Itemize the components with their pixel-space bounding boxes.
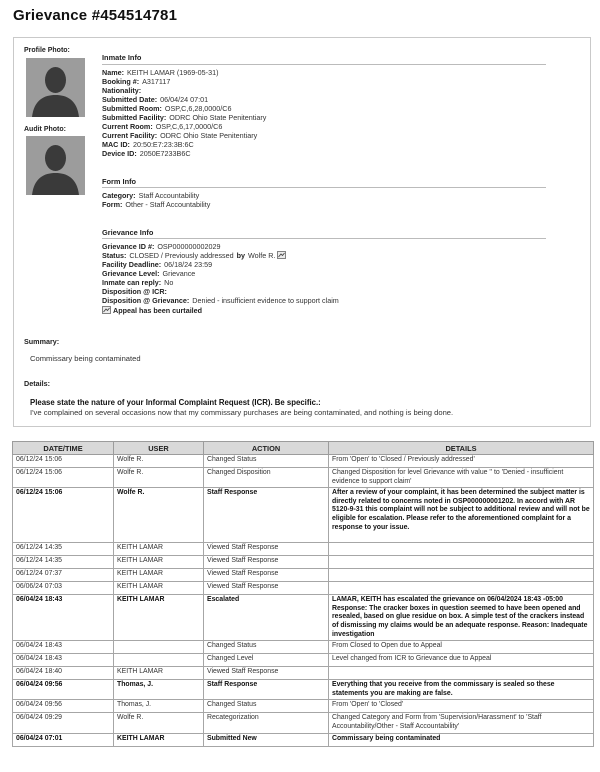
cell-action: Viewed Staff Response bbox=[204, 569, 329, 582]
cell-user: Wolfe R. bbox=[114, 488, 204, 543]
activity-log-body bbox=[13, 455, 594, 747]
message-icon[interactable] bbox=[277, 251, 286, 259]
table-header-row bbox=[13, 442, 594, 455]
submitted-facility: Submitted Facility: ODRC Ohio State Penitentiary bbox=[102, 113, 267, 122]
cell-details: Changed Disposition for level Grievance with value '' to 'Denied - insufficient evidence to support claim' bbox=[329, 468, 594, 488]
cell-details: From 'Open' to 'Closed' bbox=[329, 700, 594, 713]
current-room: Current Room: OSP,C,6,17,0000/C6 bbox=[102, 122, 223, 131]
cell-user: KEITH LAMAR bbox=[114, 556, 204, 569]
cell-date: 06/12/24 15:06 bbox=[13, 468, 114, 488]
cell-date: 06/12/24 15:06 bbox=[13, 455, 114, 468]
cell-details: Commissary being contaminated bbox=[329, 733, 594, 746]
cell-date: 06/04/24 09:56 bbox=[13, 680, 114, 700]
column-header-date: DATE/TIME bbox=[13, 442, 114, 455]
table-row bbox=[13, 641, 594, 654]
cell-action: Escalated bbox=[204, 595, 329, 641]
table-row bbox=[13, 595, 594, 641]
mac-id: MAC ID: 20:50:E7:23:3B:6C bbox=[102, 140, 194, 149]
cell-date: 06/04/24 18:40 bbox=[13, 667, 114, 680]
grievance-level: Grievance Level: Grievance bbox=[102, 269, 196, 278]
table-row bbox=[13, 680, 594, 700]
table-row bbox=[13, 455, 594, 468]
cell-date: 06/04/24 18:43 bbox=[13, 595, 114, 641]
table-row bbox=[13, 488, 594, 543]
grievance-info-title: Grievance Info bbox=[102, 228, 154, 237]
cell-user: Thomas, J. bbox=[114, 700, 204, 713]
cell-user: KEITH LAMAR bbox=[114, 569, 204, 582]
cell-action: Viewed Staff Response bbox=[204, 667, 329, 680]
cell-action: Changed Status bbox=[204, 455, 329, 468]
table-row bbox=[13, 468, 594, 488]
cell-user: KEITH LAMAR bbox=[114, 543, 204, 556]
table-row bbox=[13, 654, 594, 667]
section-divider bbox=[102, 187, 546, 188]
section-divider bbox=[102, 238, 546, 239]
profile-photo bbox=[26, 58, 85, 117]
facility-deadline: Facility Deadline: 06/18/24 23:59 bbox=[102, 260, 213, 269]
disposition-icr: Disposition @ ICR: bbox=[102, 287, 167, 296]
grievance-status: Status: CLOSED / Previously addressed by Wolfe R. bbox=[102, 251, 286, 260]
cell-details: LAMAR, KEITH has escalated the grievance on 06/04/2024 18:43 -05:00 Response: The cracker boxes in question seemed to have been opened and resealed, based on glue residue on box. A simple test of the crackers instead of dismissing my claims would be an adequate response. Reason: Inadequate investigation bbox=[329, 595, 594, 641]
cell-user: Wolfe R. bbox=[114, 455, 204, 468]
cell-details: From 'Open' to 'Closed / Previously addressed' bbox=[329, 455, 594, 468]
table-row bbox=[13, 667, 594, 680]
cell-date: 06/04/24 18:43 bbox=[13, 654, 114, 667]
details-question: Please state the nature of your Informal Complaint Request (ICR). Be specific.: bbox=[30, 398, 321, 407]
cell-details: From Closed to Open due to Appeal bbox=[329, 641, 594, 654]
cell-details: Changed Category and Form from 'Supervision/Harassment' to 'Staff Accountability/Other - Staff Accountability' bbox=[329, 713, 594, 733]
table-row bbox=[13, 569, 594, 582]
appeal-note: Appeal has been curtailed bbox=[102, 306, 202, 315]
cell-details bbox=[329, 667, 594, 680]
cell-date: 06/12/24 15:06 bbox=[13, 488, 114, 543]
cell-action: Changed Disposition bbox=[204, 468, 329, 488]
disposition-grievance: Disposition @ Grievance: Denied - insufficient evidence to support claim bbox=[102, 296, 339, 305]
cell-action: Changed Status bbox=[204, 700, 329, 713]
details-label: Details: bbox=[24, 379, 50, 388]
message-icon[interactable] bbox=[102, 306, 111, 314]
audit-photo-label: Audit Photo: bbox=[24, 126, 66, 133]
cell-date: 06/12/24 07:37 bbox=[13, 569, 114, 582]
cell-details bbox=[329, 543, 594, 556]
table-row bbox=[13, 713, 594, 733]
cell-action: Staff Response bbox=[204, 680, 329, 700]
table-row bbox=[13, 582, 594, 595]
cell-action: Changed Status bbox=[204, 641, 329, 654]
column-header-details: DETAILS bbox=[329, 442, 594, 455]
summary-text: Commissary being contaminated bbox=[30, 354, 141, 363]
activity-log-table bbox=[12, 441, 594, 747]
submitted-date: Submitted Date: 06/04/24 07:01 bbox=[102, 95, 209, 104]
booking-number: Booking #: A317117 bbox=[102, 77, 171, 86]
cell-details: Everything that you receive from the commissary is sealed so these statements you are making are false. bbox=[329, 680, 594, 700]
person-silhouette-icon bbox=[26, 58, 85, 117]
summary-label: Summary: bbox=[24, 337, 60, 346]
inmate-info-title: Inmate Info bbox=[102, 53, 142, 62]
cell-details bbox=[329, 556, 594, 569]
table-row bbox=[13, 700, 594, 713]
cell-user bbox=[114, 654, 204, 667]
nationality: Nationality: bbox=[102, 86, 142, 95]
cell-details: After a review of your complaint, it has been determined the subject matter is directly related to concerns noted in OSP000000001202. In accord with AR 5120-9-31 this complaint will not be subject to additional review and will not be eligible for escalation. Please refer to the aforementioned complaint for a response to your issue. bbox=[329, 488, 594, 543]
table-row bbox=[13, 556, 594, 569]
cell-action: Changed Level bbox=[204, 654, 329, 667]
cell-user: Thomas, J. bbox=[114, 680, 204, 700]
cell-action: Viewed Staff Response bbox=[204, 556, 329, 569]
form-name: Form: Other - Staff Accountability bbox=[102, 200, 211, 209]
cell-details bbox=[329, 569, 594, 582]
cell-user: KEITH LAMAR bbox=[114, 595, 204, 641]
cell-date: 06/06/24 07:03 bbox=[13, 582, 114, 595]
cell-action: Recategorization bbox=[204, 713, 329, 733]
column-header-user: USER bbox=[114, 442, 204, 455]
table-row bbox=[13, 543, 594, 556]
current-facility: Current Facility: ODRC Ohio State Penitentiary bbox=[102, 131, 258, 140]
cell-user: Wolfe R. bbox=[114, 713, 204, 733]
inmate-can-reply: Inmate can reply: No bbox=[102, 278, 174, 287]
table-row bbox=[13, 733, 594, 746]
details-answer: I've complained on several occasions now that my commissary purchases are being contaminated, and nothing is being done. bbox=[30, 408, 454, 417]
section-divider bbox=[102, 64, 546, 65]
page-title: Grievance #454514781 bbox=[13, 7, 178, 24]
submitted-room: Submitted Room: OSP,C,6,28,0000/C6 bbox=[102, 104, 232, 113]
cell-action: Viewed Staff Response bbox=[204, 582, 329, 595]
cell-user: KEITH LAMAR bbox=[114, 733, 204, 746]
cell-date: 06/04/24 18:43 bbox=[13, 641, 114, 654]
form-info-title: Form Info bbox=[102, 177, 137, 186]
cell-date: 06/04/24 07:01 bbox=[13, 733, 114, 746]
cell-user: KEITH LAMAR bbox=[114, 582, 204, 595]
grievance-panel bbox=[13, 37, 591, 427]
inmate-name: Name: KEITH LAMAR (1969-05-31) bbox=[102, 68, 219, 77]
cell-user: Wolfe R. bbox=[114, 468, 204, 488]
grievance-id: Grievance ID #: OSP000000002029 bbox=[102, 242, 221, 251]
cell-user bbox=[114, 641, 204, 654]
cell-date: 06/04/24 09:56 bbox=[13, 700, 114, 713]
cell-details: Level changed from ICR to Grievance due to Appeal bbox=[329, 654, 594, 667]
cell-date: 06/12/24 14:35 bbox=[13, 543, 114, 556]
cell-date: 06/12/24 14:35 bbox=[13, 556, 114, 569]
cell-user: KEITH LAMAR bbox=[114, 667, 204, 680]
cell-action: Viewed Staff Response bbox=[204, 543, 329, 556]
cell-action: Staff Response bbox=[204, 488, 329, 543]
audit-photo bbox=[26, 136, 85, 195]
device-id: Device ID: 2050E7233B6C bbox=[102, 149, 191, 158]
cell-date: 06/04/24 09:29 bbox=[13, 713, 114, 733]
form-category: Category: Staff Accountability bbox=[102, 191, 200, 200]
cell-details bbox=[329, 582, 594, 595]
cell-action: Submitted New bbox=[204, 733, 329, 746]
person-silhouette-icon bbox=[26, 136, 85, 195]
profile-photo-label: Profile Photo: bbox=[24, 47, 70, 54]
column-header-action: ACTION bbox=[204, 442, 329, 455]
